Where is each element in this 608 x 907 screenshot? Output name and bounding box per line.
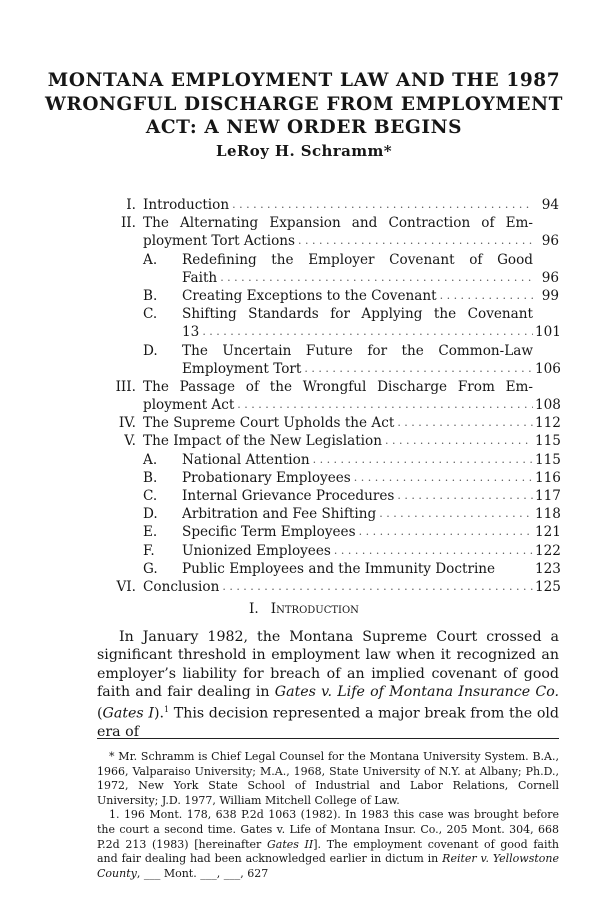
toc-text: Probationary Employees [182,469,351,486]
toc-text: Creating Exceptions to the Covenant [182,287,437,304]
case-name: Gates v. Life of Montana Insurance Co. [274,683,560,700]
toc-text: The Alternating Expansion and Contraction of Em- [143,215,533,232]
toc-subentry-continued [0,323,608,341]
toc-subentry [0,287,608,305]
leader-dots [304,360,533,378]
toc-entry [0,378,608,396]
text-run: , ___ Mont. ___, ___, 627 [136,866,269,880]
toc-subentry [0,305,608,323]
toc-text: Introduction [143,197,230,213]
toc-page: 94 [541,197,559,213]
toc-subentry [0,487,608,505]
toc-text: ployment Act [143,397,235,414]
leader-dots [359,523,533,541]
toc-page: 99 [541,287,559,304]
leader-dots [222,578,533,596]
toc-text: Specific Term Employees [182,524,356,541]
toc-subentry [0,469,608,487]
toc-letter: D. [143,506,158,523]
leader-dots [354,469,533,487]
toc-text: Shifting Standards for Applying the Covenant [182,306,533,323]
toc-subentry [0,542,608,560]
leader-dots [397,487,533,505]
toc-text: The Passage of the Wrongful Discharge From Em- [143,378,533,395]
article-title-line-1: MONTANA EMPLOYMENT LAW AND THE 1987 [47,70,561,91]
toc-page: 112 [535,415,561,432]
toc-text: Internal Grievance Procedures [182,488,395,504]
toc-letter: F. [143,542,155,559]
toc-text: Employment Tort [182,360,302,377]
toc-page: 122 [535,542,561,559]
text-run: ( [97,705,103,722]
toc-number: III. [115,378,136,395]
toc-letter: D. [143,342,158,359]
toc-number: V. [124,433,136,450]
toc-text: The Impact of the New Legislation [143,433,382,450]
toc-subentry-continued [0,360,608,378]
toc-subentry [0,505,608,523]
case-short-name: Gates I [102,705,154,722]
table-of-contents [0,196,608,596]
toc-letter: C. [143,488,158,504]
toc-subentry-continued [0,269,608,287]
toc-entry-continued [0,232,608,250]
toc-page: 101 [535,324,561,341]
toc-subentry [0,560,608,578]
toc-page: 96 [541,269,559,286]
toc-text: The Supreme Court Upholds the Act [143,415,395,432]
toc-text: Public Employees and the Immunity Doctrine [182,560,496,577]
toc-entry [0,214,608,232]
footnote-divider [97,738,559,739]
toc-letter: B. [143,287,158,304]
text-run: In January 1982, the Montana Supreme Court crossed a significant threshold in employment law when it recognized an employer’s liability for breach of an implied covenant of good faith and fair dealing in [97,629,559,700]
toc-page: 115 [535,433,561,450]
toc-letter: G. [143,560,158,577]
paragraph [97,628,559,742]
toc-page: 106 [535,360,561,377]
text-run: ]. The employment covenant of good faith and fair dealing had been acknowledged earlier in dictum in [97,837,560,866]
leader-dots [379,505,533,523]
toc-number: II. [120,215,136,232]
toc-page: 115 [535,451,561,468]
leader-dots [440,287,533,305]
toc-text: The Uncertain Future for the Common-Law [182,342,533,359]
leader-dots [202,323,533,341]
text-run: 1. 196 Mont. 178, 638 P.2d 1063 (1982). In 1983 this case was brought before the court a second time. Gates v. Life of Montana Insur. Co., 205 Mont. 304, 668 P.2d 213 (1983) [hereinafter [97,808,559,851]
toc-text: Arbitration and Fee Shifting [182,506,377,523]
leader-dots [232,196,533,214]
footnote-author: * Mr. Schramm is Chief Legal Counsel for the Montana University System. B.A., 1966, Valparaiso University; M.A., 1968, State University of N.Y. at Albany; Ph.D., 1972, New York State School of Industrial and Labor Relations, Cornell University; J.D. 1977, William Mitchell College of Law. [97,750,559,807]
leader-dots [397,414,533,432]
toc-subentry [0,342,608,360]
toc-page: 118 [535,506,561,523]
case-short-name: Gates II [266,837,314,851]
toc-text: ployment Tort Actions [143,233,296,250]
toc-entry [0,196,608,214]
toc-letter: A. [143,251,158,268]
toc-letter: A. [143,451,158,468]
leader-dots [237,396,533,414]
section-heading [0,601,608,617]
leader-dots [334,542,533,560]
toc-number: I. [126,197,136,213]
footnote-marker: 1 [164,705,170,715]
toc-page: 108 [535,397,561,414]
toc-number: IV. [118,415,136,432]
toc-subentry [0,451,608,469]
section-title: Introduction [270,601,359,617]
body-text [97,628,559,742]
leader-dots [313,451,533,469]
toc-letter: E. [143,524,158,541]
author-name: LeRoy H. Schramm* [216,142,392,160]
toc-text: Faith [182,269,218,286]
toc-page: 123 [535,560,561,577]
toc-letter: C. [143,306,158,323]
leader-dots [220,269,533,287]
article-title-line-2: WRONGFUL DISCHARGE FROM EMPLOYMENT [44,94,564,115]
text-run: This decision represented a major break from the old era of [97,705,559,741]
leader-dots [298,232,533,250]
footnote-1 [97,808,559,881]
toc-entry-continued [0,396,608,414]
toc-text: Conclusion [143,578,220,595]
toc-entry [0,578,608,596]
footnotes [97,750,559,881]
case-name: Reiter v. Yellowstone County [97,852,559,880]
toc-number: VI. [116,578,136,595]
article-title-line-3: ACT: A NEW ORDER BEGINS [145,117,463,138]
toc-text: Redefining the Employer Covenant of Good [182,251,533,268]
toc-page: 121 [535,524,561,541]
toc-subentry [0,251,608,269]
toc-page: 116 [535,469,561,486]
toc-subentry [0,523,608,541]
toc-text: National Attention [182,451,310,468]
toc-letter: B. [143,469,158,486]
text-run: ). [153,705,165,722]
section-number: I. [249,601,259,617]
toc-text: Unionized Employees [182,542,331,559]
toc-entry [0,432,608,450]
toc-page: 117 [535,488,561,504]
toc-page: 125 [535,578,561,595]
toc-entry [0,414,608,432]
leader-dots [385,432,533,450]
toc-page: 96 [541,233,559,250]
toc-text: 13 [182,324,200,341]
